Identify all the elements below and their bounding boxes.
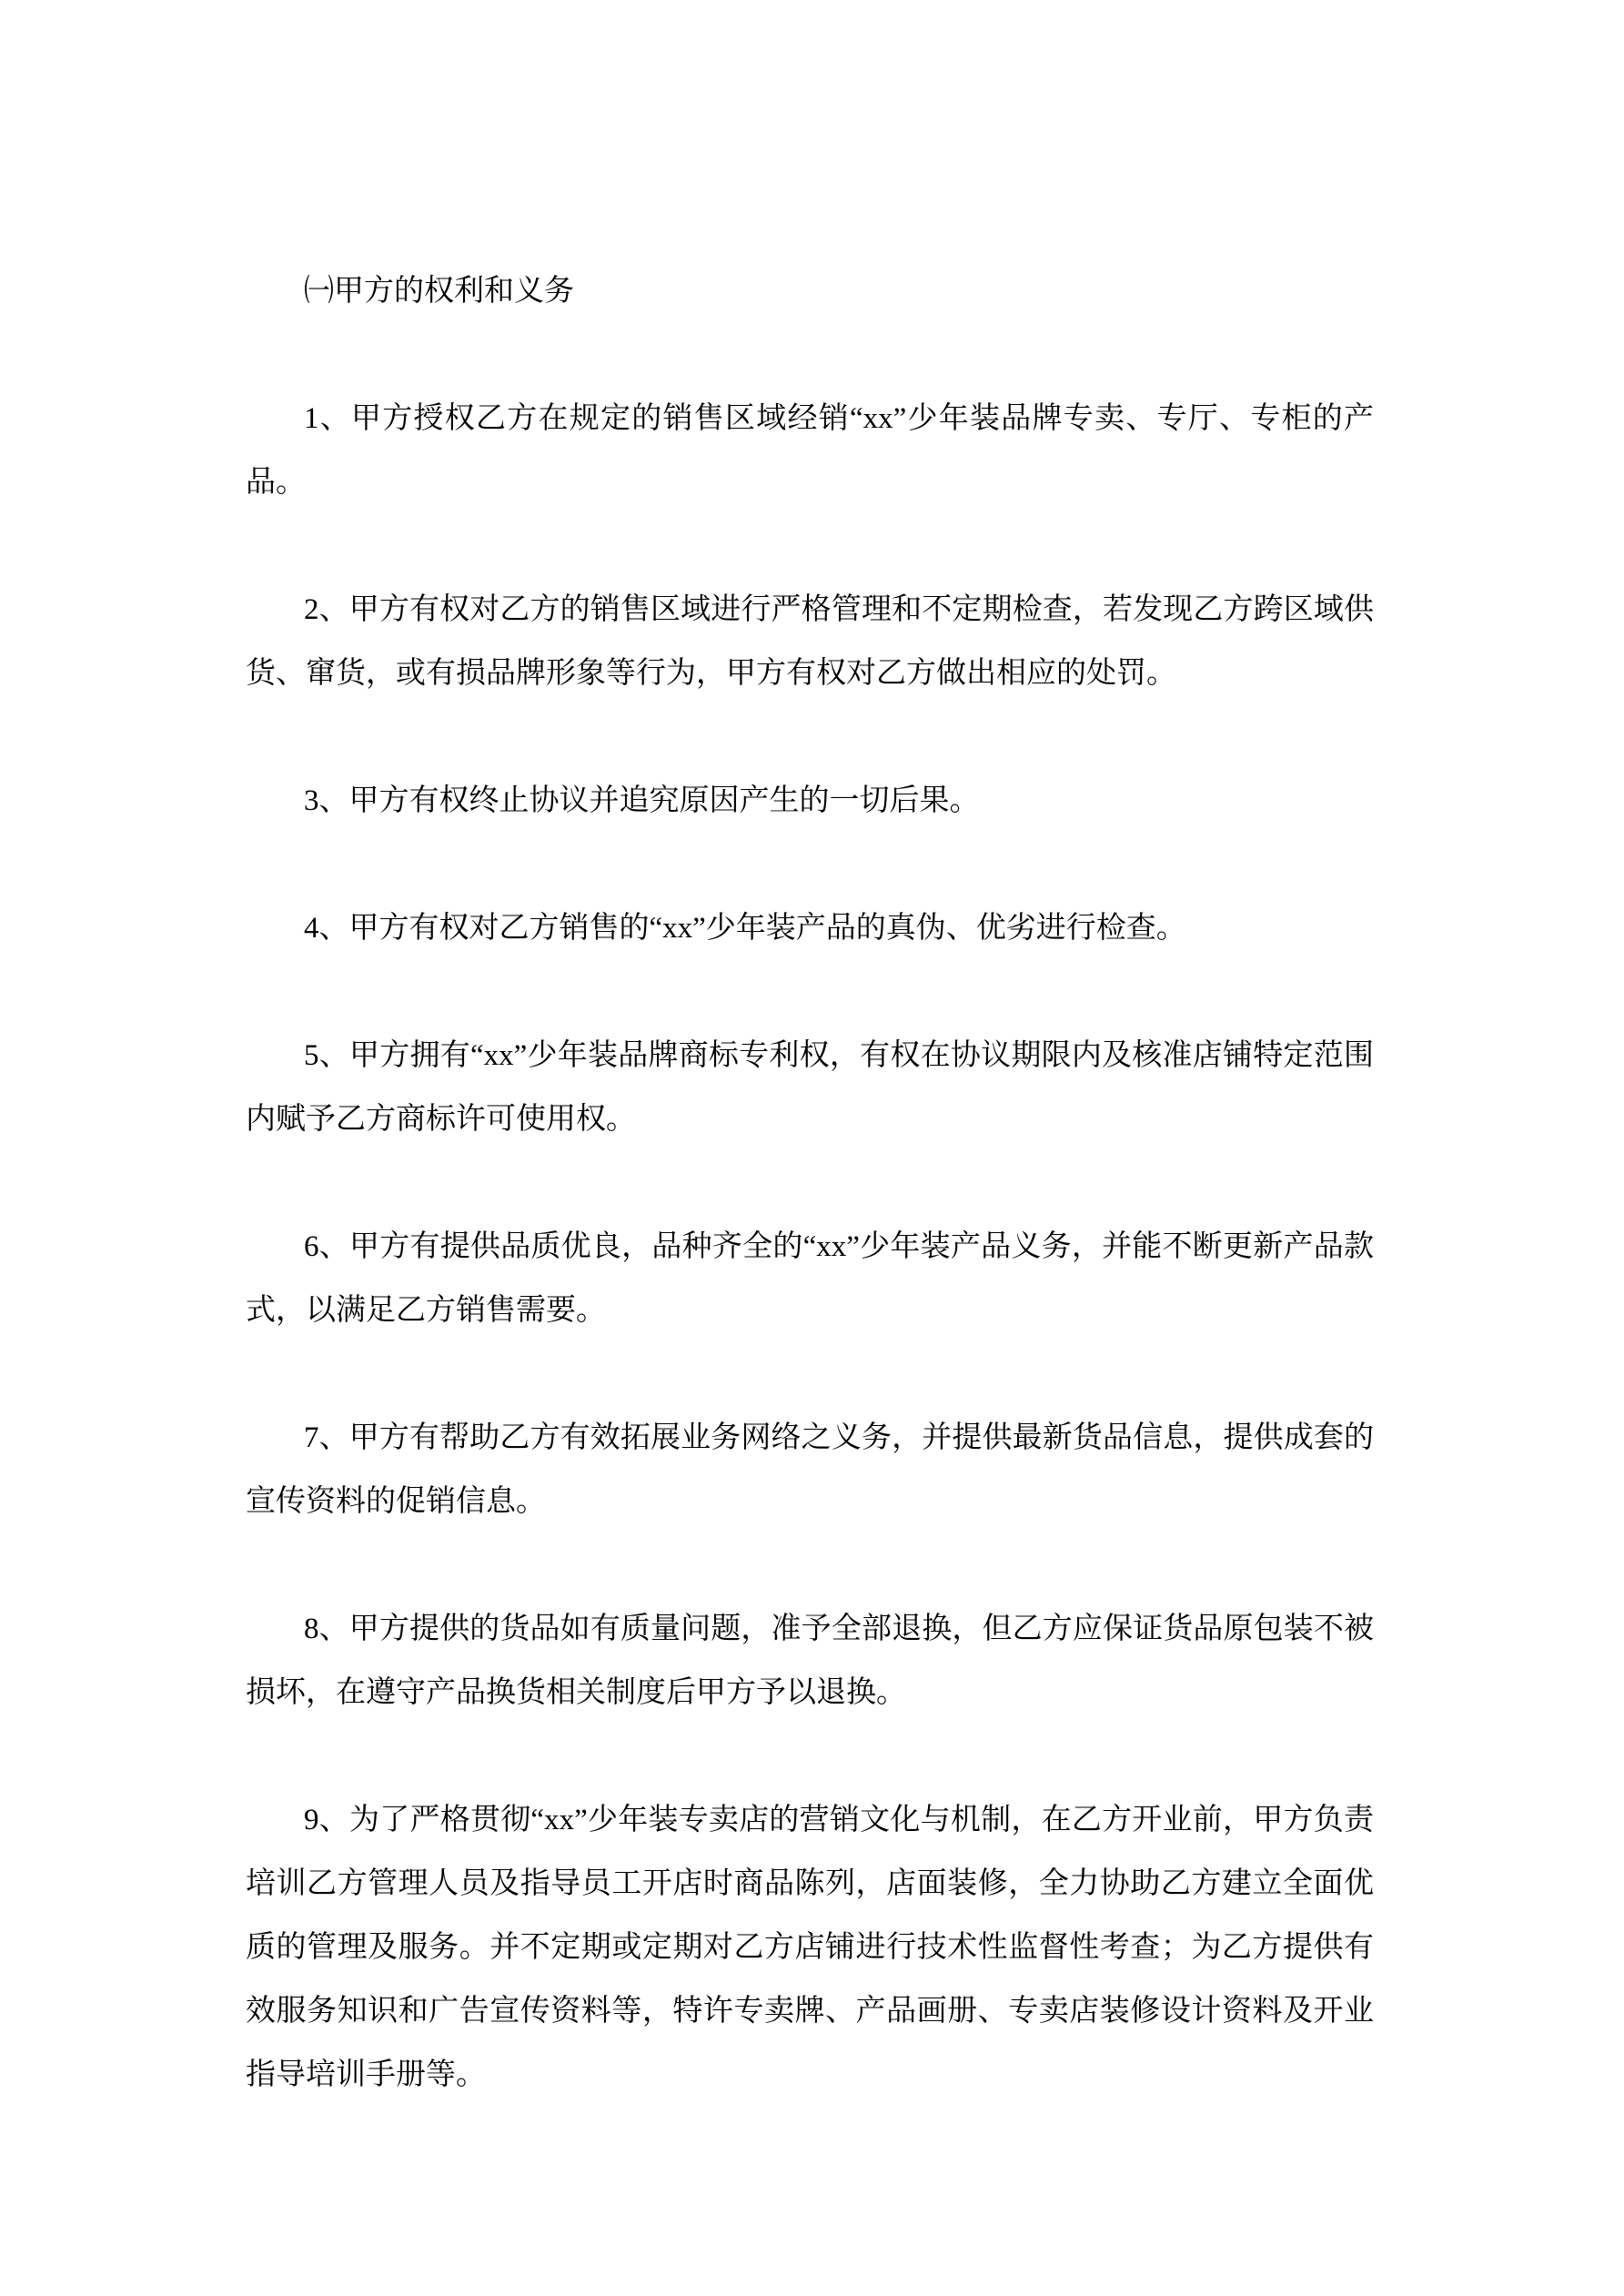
section-heading: ㈠甲方的权利和义务	[304, 275, 574, 308]
clause-paragraph-2: 2、甲方有权对乙方的销售区域进行严格管理和不定期检查，若发现乙方跨区域供货、窜货，或有损品牌形象等行为，甲方有权对乙方做出相应的处罚。	[246, 593, 1374, 690]
clause-paragraph-6: 6、甲方有提供品质优良，品种齐全的“xx”少年装产品义务，并能不断更新产品款式，以满足乙方销售需要。	[246, 1230, 1374, 1327]
clause-paragraph-3: 3、甲方有权终止协议并追究原因产生的一切后果。	[304, 784, 980, 817]
clause-paragraph-4: 4、甲方有权对乙方销售的“xx”少年装产品的真伪、优劣进行检查。	[304, 912, 1186, 945]
clause-paragraph-1: 1、甲方授权乙方在规定的销售区域经销“xx”少年装品牌专卖、专厅、专柜的产品。	[246, 402, 1374, 499]
clause-paragraph-7: 7、甲方有帮助乙方有效拓展业务网络之义务，并提供最新货品信息，提供成套的宣传资料的促销信息。	[246, 1421, 1374, 1518]
clause-paragraph-8: 8、甲方提供的货品如有质量问题，准予全部退换，但乙方应保证货品原包装不被损坏，在遵守产品换货相关制度后甲方予以退换。	[246, 1613, 1374, 1709]
clause-paragraph-5: 5、甲方拥有“xx”少年装品牌商标专利权，有权在协议期限内及核准店铺特定范围内赋予乙方商标许可使用权。	[246, 1039, 1374, 1136]
clause-paragraph-9: 9、为了严格贯彻“xx”少年装专卖店的营销文化与机制，在乙方开业前，甲方负责培训乙方管理人员及指导员工开店时商品陈列，店面装修，全力协助乙方建立全面优质的管理及服务。并不定期或定期对乙方店铺进行技术性监督性考查；为乙方提供有效服务知识和广告宣传资料等，特许专卖牌、产品画册、专卖店装修设计资料及开业指导培训手册等。	[246, 1804, 1374, 2091]
